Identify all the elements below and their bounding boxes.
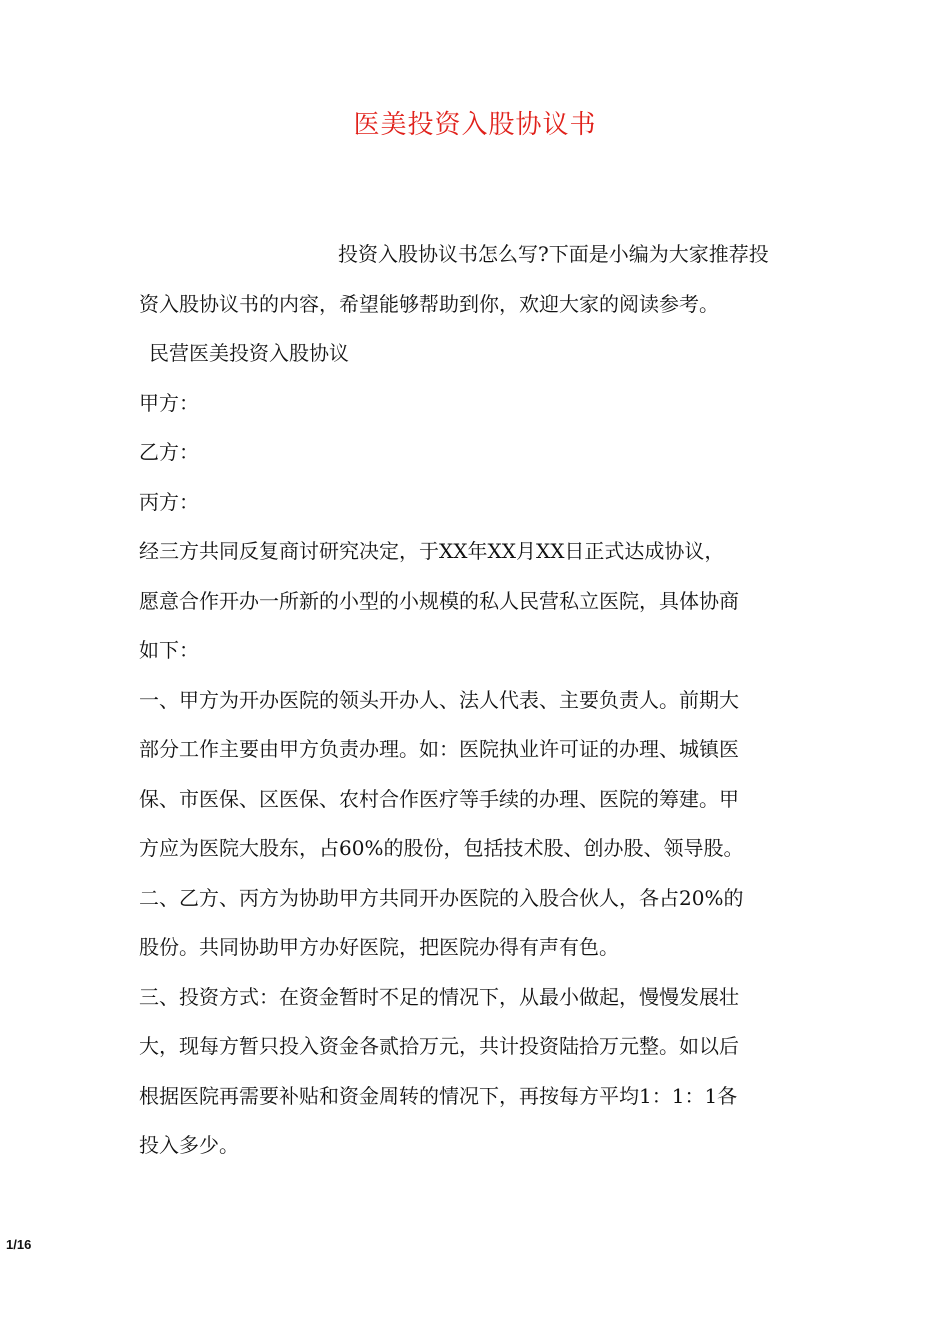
paragraph-line: 经三方共同反复商讨研究决定，于XX年XX月XX日正式达成协议， bbox=[139, 539, 725, 563]
party-b-label: 乙方： bbox=[139, 440, 199, 464]
party-c-label: 丙方： bbox=[139, 489, 199, 514]
document-title: 医美投资入股协议书 bbox=[353, 110, 597, 140]
clause-3-line: 三、投资方式：在资金暂时不足的情况下，从最小做起，慢慢发展壮 bbox=[139, 984, 739, 1009]
clause-1-line: 一、甲方为开办医院的领头开办人、法人代表、主要负责人。前期大 bbox=[139, 687, 739, 712]
intro-line-1: 投资入股协议书怎么写?下面是小编为大家推荐投 bbox=[338, 242, 769, 266]
clause-3-line: 投入多少。 bbox=[139, 1133, 239, 1157]
agreement-heading: 民营医美投资入股协议 bbox=[149, 341, 349, 365]
clause-1-line: 方应为医院大股东，占60%的股份，包括技术股、创办股、领导股。 bbox=[139, 836, 744, 860]
page-number: 1/16 bbox=[6, 1237, 32, 1252]
clause-2-line: 二、乙方、丙方为协助甲方共同开办医院的入股合伙人，各占20%的 bbox=[139, 885, 744, 910]
intro-line-2: 资入股协议书的内容，希望能够帮助到你，欢迎大家的阅读参考。 bbox=[139, 291, 719, 316]
clause-1-line: 部分工作主要由甲方负责办理。如：医院执业许可证的办理、城镇医 bbox=[139, 737, 739, 761]
document-body bbox=[139, 230, 829, 1171]
clause-2-line: 股份。共同协助甲方办好医院，把医院办得有声有色。 bbox=[139, 935, 619, 959]
clause-1-line: 保、市医保、区医保、农村合作医疗等手续的办理、医院的筹建。甲 bbox=[139, 786, 739, 811]
clause-3-line: 根据医院再需要补贴和资金周转的情况下，再按每方平均1：1：1各 bbox=[139, 1083, 738, 1108]
paragraph-line: 如下： bbox=[139, 638, 199, 662]
clause-3-line: 大，现每方暂只投入资金各贰拾万元，共计投资陆拾万元整。如以后 bbox=[139, 1034, 739, 1058]
paragraph-line: 愿意合作开办一所新的小型的小规模的私人民营私立医院，具体协商 bbox=[139, 588, 739, 613]
party-a-label: 甲方： bbox=[139, 390, 199, 415]
